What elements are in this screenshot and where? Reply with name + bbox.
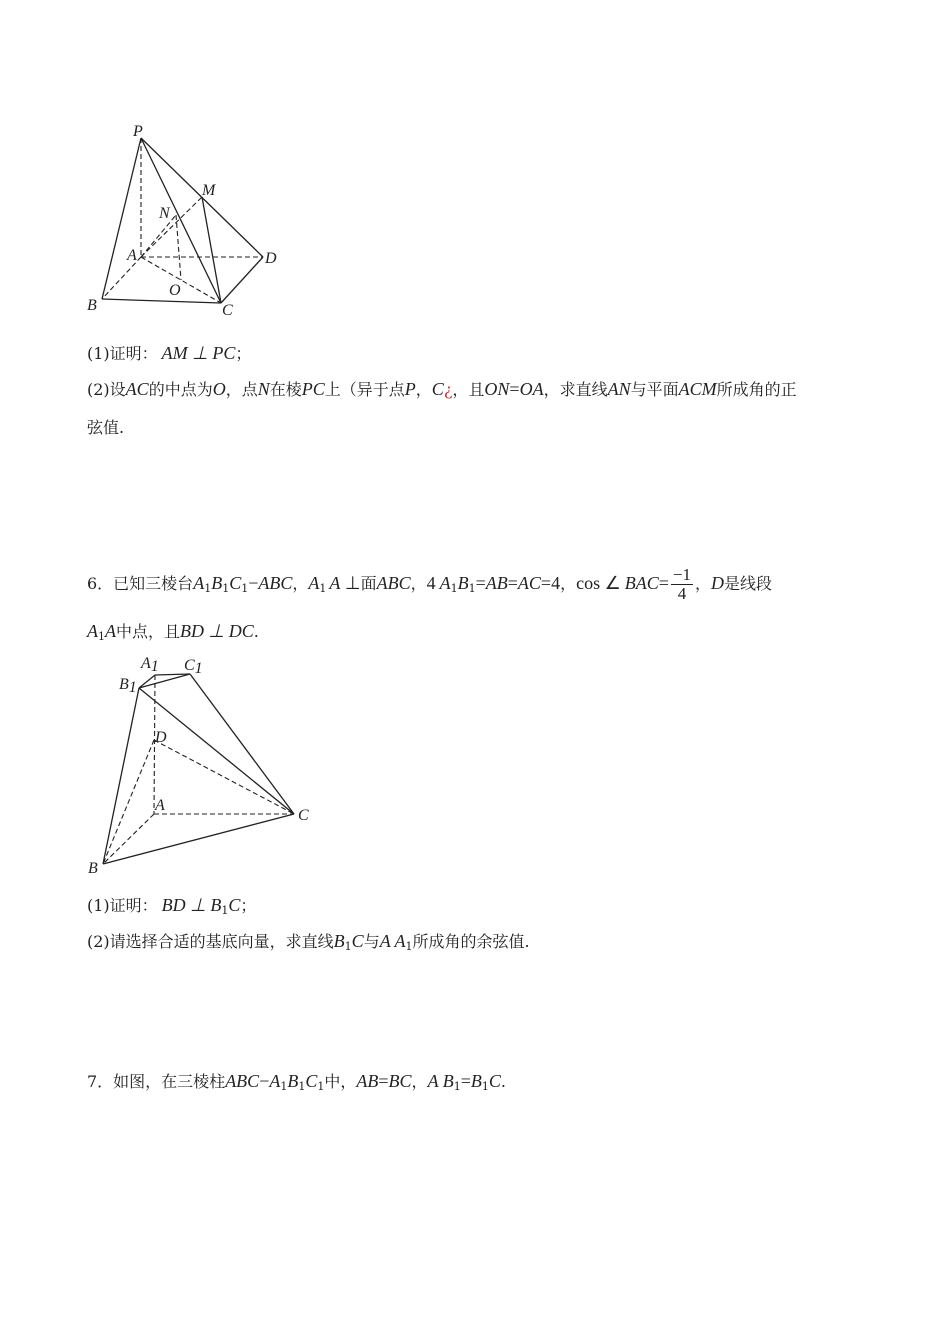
math-term: A B	[427, 1071, 454, 1091]
math-term: PC	[301, 379, 325, 399]
text-run: 1	[468, 582, 476, 595]
frustum-figure	[84, 652, 324, 877]
text-run: ；	[235, 344, 252, 363]
math-term: AB	[356, 1071, 379, 1091]
math-term: B	[470, 1071, 482, 1091]
math-term: A	[105, 621, 116, 641]
math-term: C	[229, 573, 242, 593]
text-run: =4	[540, 573, 561, 593]
text-run: 1	[450, 582, 458, 595]
math-term: C	[431, 379, 444, 399]
text-run: 中点，且	[116, 622, 181, 641]
text-run: 与平面	[630, 380, 679, 399]
text-run: 与	[363, 932, 380, 951]
text-run: 7．如图，在三棱柱	[87, 1072, 226, 1091]
label-b1: B1	[119, 676, 137, 696]
label-a1: A1	[141, 655, 159, 675]
text-run: 中，	[324, 1072, 357, 1091]
q7-stem	[87, 1069, 506, 1099]
text-run: 1	[98, 630, 105, 643]
label-b: B	[87, 297, 97, 314]
text-run: .	[500, 1072, 506, 1091]
text-run: ，点	[225, 380, 258, 399]
math-term: BAC	[624, 573, 659, 593]
text-run: =	[460, 1071, 471, 1091]
text-run: 1	[453, 1080, 461, 1093]
math-term: A A	[379, 931, 406, 951]
label-c: C	[298, 807, 309, 824]
math-term: AB	[485, 573, 508, 593]
math-term: O	[212, 379, 226, 399]
math-term: OA	[519, 379, 544, 399]
math-term: C	[351, 931, 364, 951]
text-run: ⊥	[340, 573, 361, 593]
label-p: P	[133, 123, 143, 140]
text-run: −1	[672, 565, 691, 584]
text-run: 面	[360, 574, 377, 593]
math-term: A	[193, 573, 205, 593]
pyramid-figure	[80, 118, 290, 323]
label-o: O	[169, 282, 181, 299]
math-term: AM ⊥ PC	[161, 343, 236, 363]
math-term: C	[488, 1071, 501, 1091]
q6-part1	[87, 893, 256, 923]
text-run: 4	[677, 584, 687, 603]
text-run: −	[259, 1071, 270, 1091]
math-term: P	[404, 379, 416, 399]
text-run: 1	[221, 904, 229, 917]
math-term: A	[329, 573, 341, 593]
text-run: 1	[319, 582, 327, 595]
math-term: B	[211, 573, 223, 593]
text-run: 1	[222, 582, 230, 595]
math-term: BC	[388, 1071, 412, 1091]
math-term: BD ⊥ B	[161, 895, 222, 915]
math-term: A	[439, 573, 451, 593]
q5-part2-cont	[87, 416, 124, 440]
text-run: =	[378, 1071, 389, 1091]
text-run: ，	[415, 380, 432, 399]
text-run: =	[658, 573, 669, 593]
label-m: M	[202, 182, 216, 199]
text-run: ，且	[452, 380, 485, 399]
text-run: ，	[560, 574, 577, 593]
math-term: A	[308, 573, 320, 593]
fraction	[671, 566, 693, 603]
text-run: 4	[426, 573, 436, 593]
text-run: =	[507, 573, 518, 593]
q6-stem	[87, 566, 772, 603]
label-d: D	[265, 250, 277, 267]
text-run: 1	[405, 940, 413, 953]
math-term: AN	[607, 379, 631, 399]
text-run: 所成角的正	[716, 380, 797, 399]
q6-stem-cont	[87, 619, 259, 649]
text-run: 在棱	[269, 380, 302, 399]
text-run: 上（异于点	[324, 380, 405, 399]
text-run: ，	[410, 574, 427, 593]
label-d: D	[155, 729, 167, 746]
label-c1: C1	[184, 657, 203, 677]
text-run: ，	[411, 1072, 428, 1091]
text-run: (2)请选择合适的基底向量，求直线	[87, 932, 334, 951]
math-term: ABC	[376, 573, 411, 593]
q6-part2	[87, 929, 530, 959]
q5-part1	[87, 341, 251, 366]
label-a: A	[155, 797, 165, 814]
text-run: (1)证明：	[87, 896, 158, 915]
text-run: 1	[204, 582, 212, 595]
text-run: =	[509, 379, 520, 399]
math-term: C	[305, 1071, 318, 1091]
math-term: D	[711, 573, 724, 593]
text-run: 所成角的余弦值.	[412, 932, 530, 951]
math-term: N	[257, 379, 270, 399]
text-run: 6．已知三棱台	[87, 574, 194, 593]
text-run: cos ∠	[576, 573, 621, 593]
text-run: 1	[298, 1080, 306, 1093]
text-run: ，	[694, 574, 711, 593]
text-run: ；	[240, 896, 257, 915]
text-run: 的中点为	[148, 380, 213, 399]
text-run: .	[253, 622, 259, 641]
math-term: BD ⊥ DC	[180, 621, 254, 641]
math-term: ABC	[258, 573, 293, 593]
garbled-char: ¿	[443, 380, 453, 399]
text-run: −	[248, 573, 259, 593]
text-run: ，	[292, 574, 309, 593]
q5-part2	[87, 377, 797, 402]
math-term: AC	[517, 573, 541, 593]
label-c: C	[222, 302, 233, 319]
label-n: N	[159, 205, 170, 222]
math-term: B	[333, 931, 345, 951]
text-run: (1)证明：	[87, 344, 158, 363]
math-term: ON	[484, 379, 510, 399]
text-run: (2)设	[87, 380, 126, 399]
math-term: A	[87, 621, 98, 641]
text-run: 1	[241, 582, 249, 595]
text-run: =	[475, 573, 486, 593]
text-run: 是线段	[724, 574, 773, 593]
text-run: 1	[344, 940, 352, 953]
math-term: AC	[125, 379, 149, 399]
math-term: ACM	[678, 379, 717, 399]
math-term: ABC	[225, 1071, 260, 1091]
math-term: C	[228, 895, 241, 915]
math-term: A	[269, 1071, 281, 1091]
label-a: A	[127, 247, 137, 264]
text-run: 1	[280, 1080, 288, 1093]
math-term: B	[287, 1071, 299, 1091]
math-term: B	[457, 573, 469, 593]
text-run: 1	[481, 1080, 489, 1093]
text-run: ，求直线	[543, 380, 608, 399]
label-b: B	[88, 860, 98, 877]
text-run: 弦值.	[87, 418, 125, 437]
text-run: 1	[317, 1080, 325, 1093]
